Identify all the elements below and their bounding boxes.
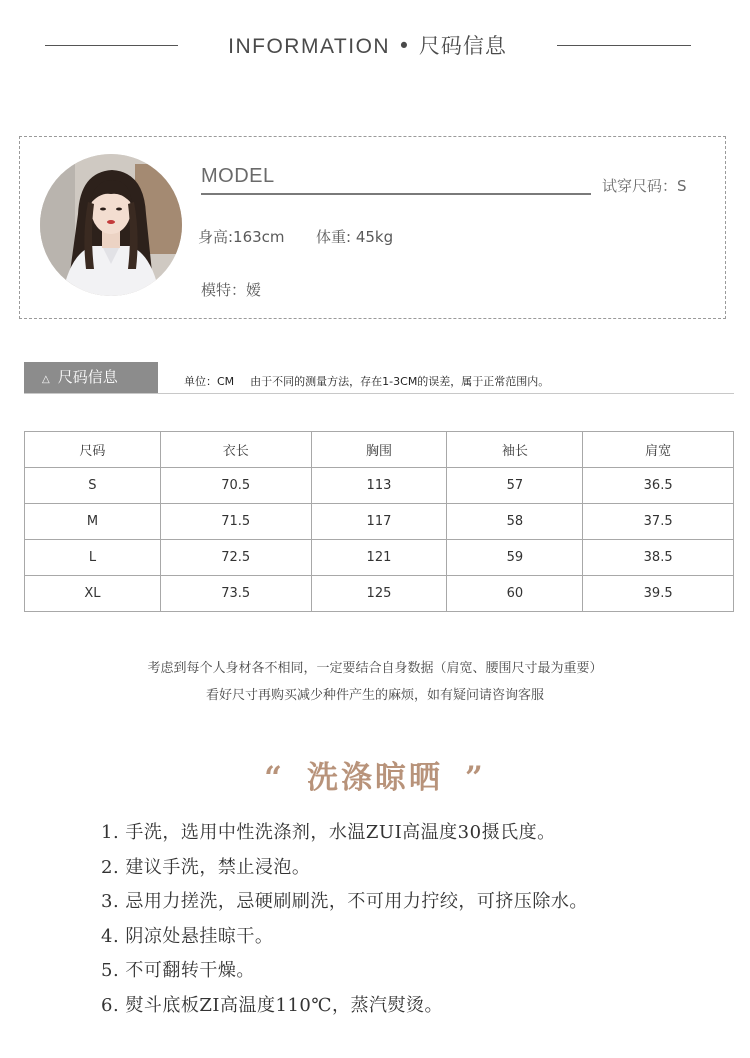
care-item: 4. 阴凉处悬挂晾干。 — [101, 925, 274, 947]
model-underline — [201, 193, 591, 195]
close-quote: ” — [465, 760, 486, 796]
column-header: 尺码 — [25, 432, 161, 468]
try-size: 试穿尺码：S — [602, 177, 687, 195]
table-cell: 57 — [447, 468, 583, 504]
table-header-row — [25, 432, 734, 468]
column-header: 衣长 — [160, 432, 311, 468]
table-cell: 37.5 — [583, 504, 734, 540]
header-divider-left — [45, 45, 178, 46]
table-cell: XL — [25, 576, 161, 612]
table-cell: M — [25, 504, 161, 540]
table-cell: 71.5 — [160, 504, 311, 540]
model-avatar — [40, 154, 182, 296]
table-cell: 121 — [311, 540, 447, 576]
table-cell: 125 — [311, 576, 447, 612]
care-title: 洗涤晾晒 — [307, 760, 443, 796]
table-cell: 36.5 — [583, 468, 734, 504]
size-info-tab-label: 尺码信息 — [57, 368, 118, 386]
size-note — [184, 373, 549, 389]
table-cell: 60 — [447, 576, 583, 612]
size-unit: 单位：CM — [184, 375, 235, 388]
fit-tip: 看好尺寸再购买减少种件产生的麻烦，如有疑问请咨询客服 — [205, 688, 544, 703]
size-note-text: 由于不同的测量方法，存在1-3CM的误差，属于正常范围内。 — [250, 375, 550, 388]
column-header: 肩宽 — [583, 432, 734, 468]
care-instructions — [101, 820, 588, 1027]
model-weight: 体重: 45kg — [316, 228, 394, 246]
care-item: 2. 建议手洗，禁止浸泡。 — [101, 856, 311, 878]
table-cell: 113 — [311, 468, 447, 504]
table-cell: 59 — [447, 540, 583, 576]
care-item: 1. 手洗，选用中性洗涤剂，水温ZUI高温度30摄氏度。 — [101, 822, 556, 843]
title-english: INFORMATION — [228, 35, 391, 58]
care-item: 3. 忌用力搓洗，忌硬刷刷洗，不可用力拧绞，可挤压除水。 — [101, 891, 588, 912]
triangle-icon: △ — [42, 374, 50, 385]
model-label: MODEL — [201, 165, 275, 187]
column-header: 胸围 — [311, 432, 447, 468]
size-table — [24, 431, 734, 612]
table-cell: 72.5 — [160, 540, 311, 576]
table-cell: 58 — [447, 504, 583, 540]
care-heading — [0, 752, 750, 797]
table-cell: 73.5 — [160, 576, 311, 612]
size-info-tab — [24, 362, 158, 393]
table-row — [25, 576, 734, 612]
table-row — [25, 468, 734, 504]
table-cell: L — [25, 540, 161, 576]
size-info-underline — [24, 393, 734, 394]
column-header: 袖长 — [447, 432, 583, 468]
care-item: 5. 不可翻转干燥。 — [101, 960, 255, 981]
table-row — [25, 540, 734, 576]
table-cell: 39.5 — [583, 576, 734, 612]
model-photo — [40, 154, 182, 296]
header-divider-right — [557, 45, 691, 46]
model-name: 模特：嫒 — [201, 281, 262, 299]
fit-tip: 考虑到每个人身材各不相同，一定要结合自身数据（肩宽、腰围尺寸最为重要） — [147, 661, 603, 676]
title-chinese: 尺码信息 — [418, 34, 507, 58]
table-cell: 38.5 — [583, 540, 734, 576]
table-cell: S — [25, 468, 161, 504]
table-cell: 117 — [311, 504, 447, 540]
open-quote: “ — [264, 760, 285, 796]
care-item: 6. 熨斗底板ZI高温度110℃，蒸汽熨烫。 — [101, 994, 444, 1016]
table-row — [25, 504, 734, 540]
section-title — [178, 30, 557, 60]
model-card — [19, 136, 726, 319]
model-height: 身高:163cm — [198, 228, 285, 246]
table-cell: 70.5 — [160, 468, 311, 504]
title-separator: • — [397, 34, 412, 58]
